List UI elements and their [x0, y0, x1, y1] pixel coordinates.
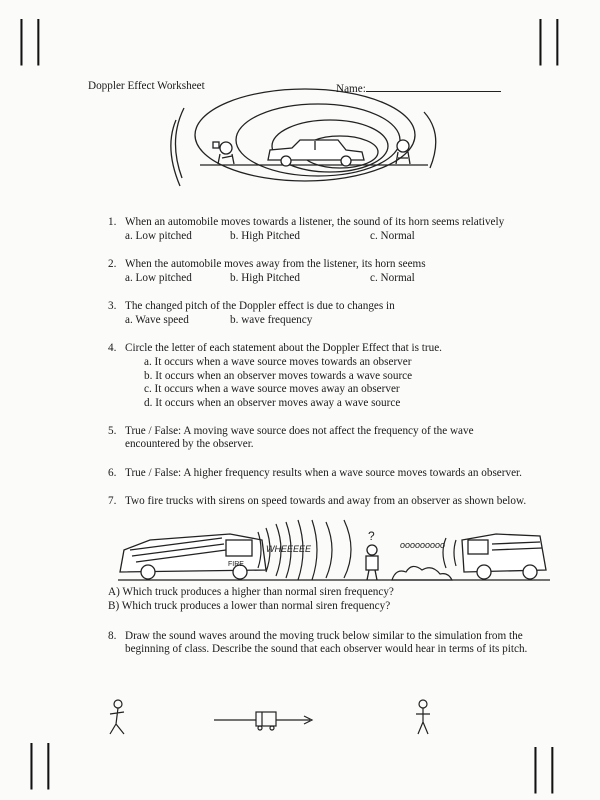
- name-label: Name:: [336, 83, 366, 95]
- q4-option-d[interactable]: d. It occurs when an observer moves away a wave source: [144, 397, 401, 409]
- q4-option-a[interactable]: a. It occurs when a wave source moves towards an observer: [144, 356, 412, 368]
- corner-mark-bottom-left: ||: [24, 736, 58, 791]
- q1-option-b[interactable]: b. High Pitched: [230, 230, 300, 242]
- q2-option-a[interactable]: a. Low pitched: [125, 272, 192, 284]
- question-7a: A) Which truck produces a higher than normal siren frequency?: [108, 586, 394, 598]
- q3-option-a[interactable]: a. Wave speed: [125, 314, 189, 326]
- worksheet-title: Doppler Effect Worksheet: [88, 80, 205, 92]
- doppler-car-illustration: [0, 0, 600, 200]
- question-7b: B) Which truck produces a lower than normal siren frequency?: [108, 600, 391, 612]
- corner-mark-top-left: ||: [14, 12, 48, 67]
- question-number: 4.: [108, 342, 117, 354]
- question-text-line-2: beginning of class. Describe the sound that each observer would hear in terms of its pitch.: [125, 643, 528, 655]
- corner-mark-top-right: ||: [533, 12, 567, 67]
- left-observer-figure: [110, 700, 124, 734]
- question-number: 6.: [108, 467, 117, 479]
- question-text: The changed pitch of the Doppler effect is due to changes in: [125, 300, 395, 312]
- question-text: True / False: A higher frequency results when a wave source moves towards an observer.: [125, 467, 522, 479]
- svg-text:?: ?: [368, 529, 375, 543]
- siren-sound-low: ooooooooo: [400, 540, 446, 550]
- right-observer-figure: [416, 700, 430, 734]
- question-text-line-1: True / False: A moving wave source does not affect the frequency of the wave: [125, 425, 474, 437]
- question-text: Two fire trucks with sirens on speed towards and away from an observer as shown below.: [125, 495, 527, 507]
- truck-label: FIRE: [228, 561, 244, 568]
- q4-option-c[interactable]: c. It occurs when a wave source moves away an observer: [144, 383, 400, 395]
- q1-option-c[interactable]: c. Normal: [370, 230, 415, 242]
- q1-option-a[interactable]: a. Low pitched: [125, 230, 192, 242]
- question-number: 3.: [108, 300, 117, 312]
- question-number: 8.: [108, 630, 117, 642]
- question-number: 1.: [108, 216, 117, 228]
- question-text: When an automobile moves towards a listener, the sound of its horn seems relatively: [125, 216, 505, 228]
- question-text-line-1: Draw the sound waves around the moving truck below similar to the simulation from the: [125, 630, 523, 642]
- q4-option-b[interactable]: b. It occurs when an observer moves towards a wave source: [144, 370, 413, 382]
- question-number: 2.: [108, 258, 117, 270]
- q2-option-b[interactable]: b. High Pitched: [230, 272, 300, 284]
- question-text: Circle the letter of each statement about the Doppler Effect that is true.: [125, 342, 442, 354]
- question-number: 7.: [108, 495, 117, 507]
- question-number: 5.: [108, 425, 117, 437]
- moving-truck-figure: [214, 712, 312, 730]
- q3-option-b[interactable]: b. wave frequency: [230, 314, 313, 326]
- siren-sound-high: WHEEEEE: [266, 544, 312, 554]
- question-text: When the automobile moves away from the listener, its horn seems: [125, 258, 426, 270]
- question-text-line-2: encountered by the observer.: [125, 438, 254, 450]
- q2-option-c[interactable]: c. Normal: [370, 272, 415, 284]
- draw-area[interactable]: [0, 690, 600, 750]
- corner-mark-bottom-right: ||: [528, 740, 562, 795]
